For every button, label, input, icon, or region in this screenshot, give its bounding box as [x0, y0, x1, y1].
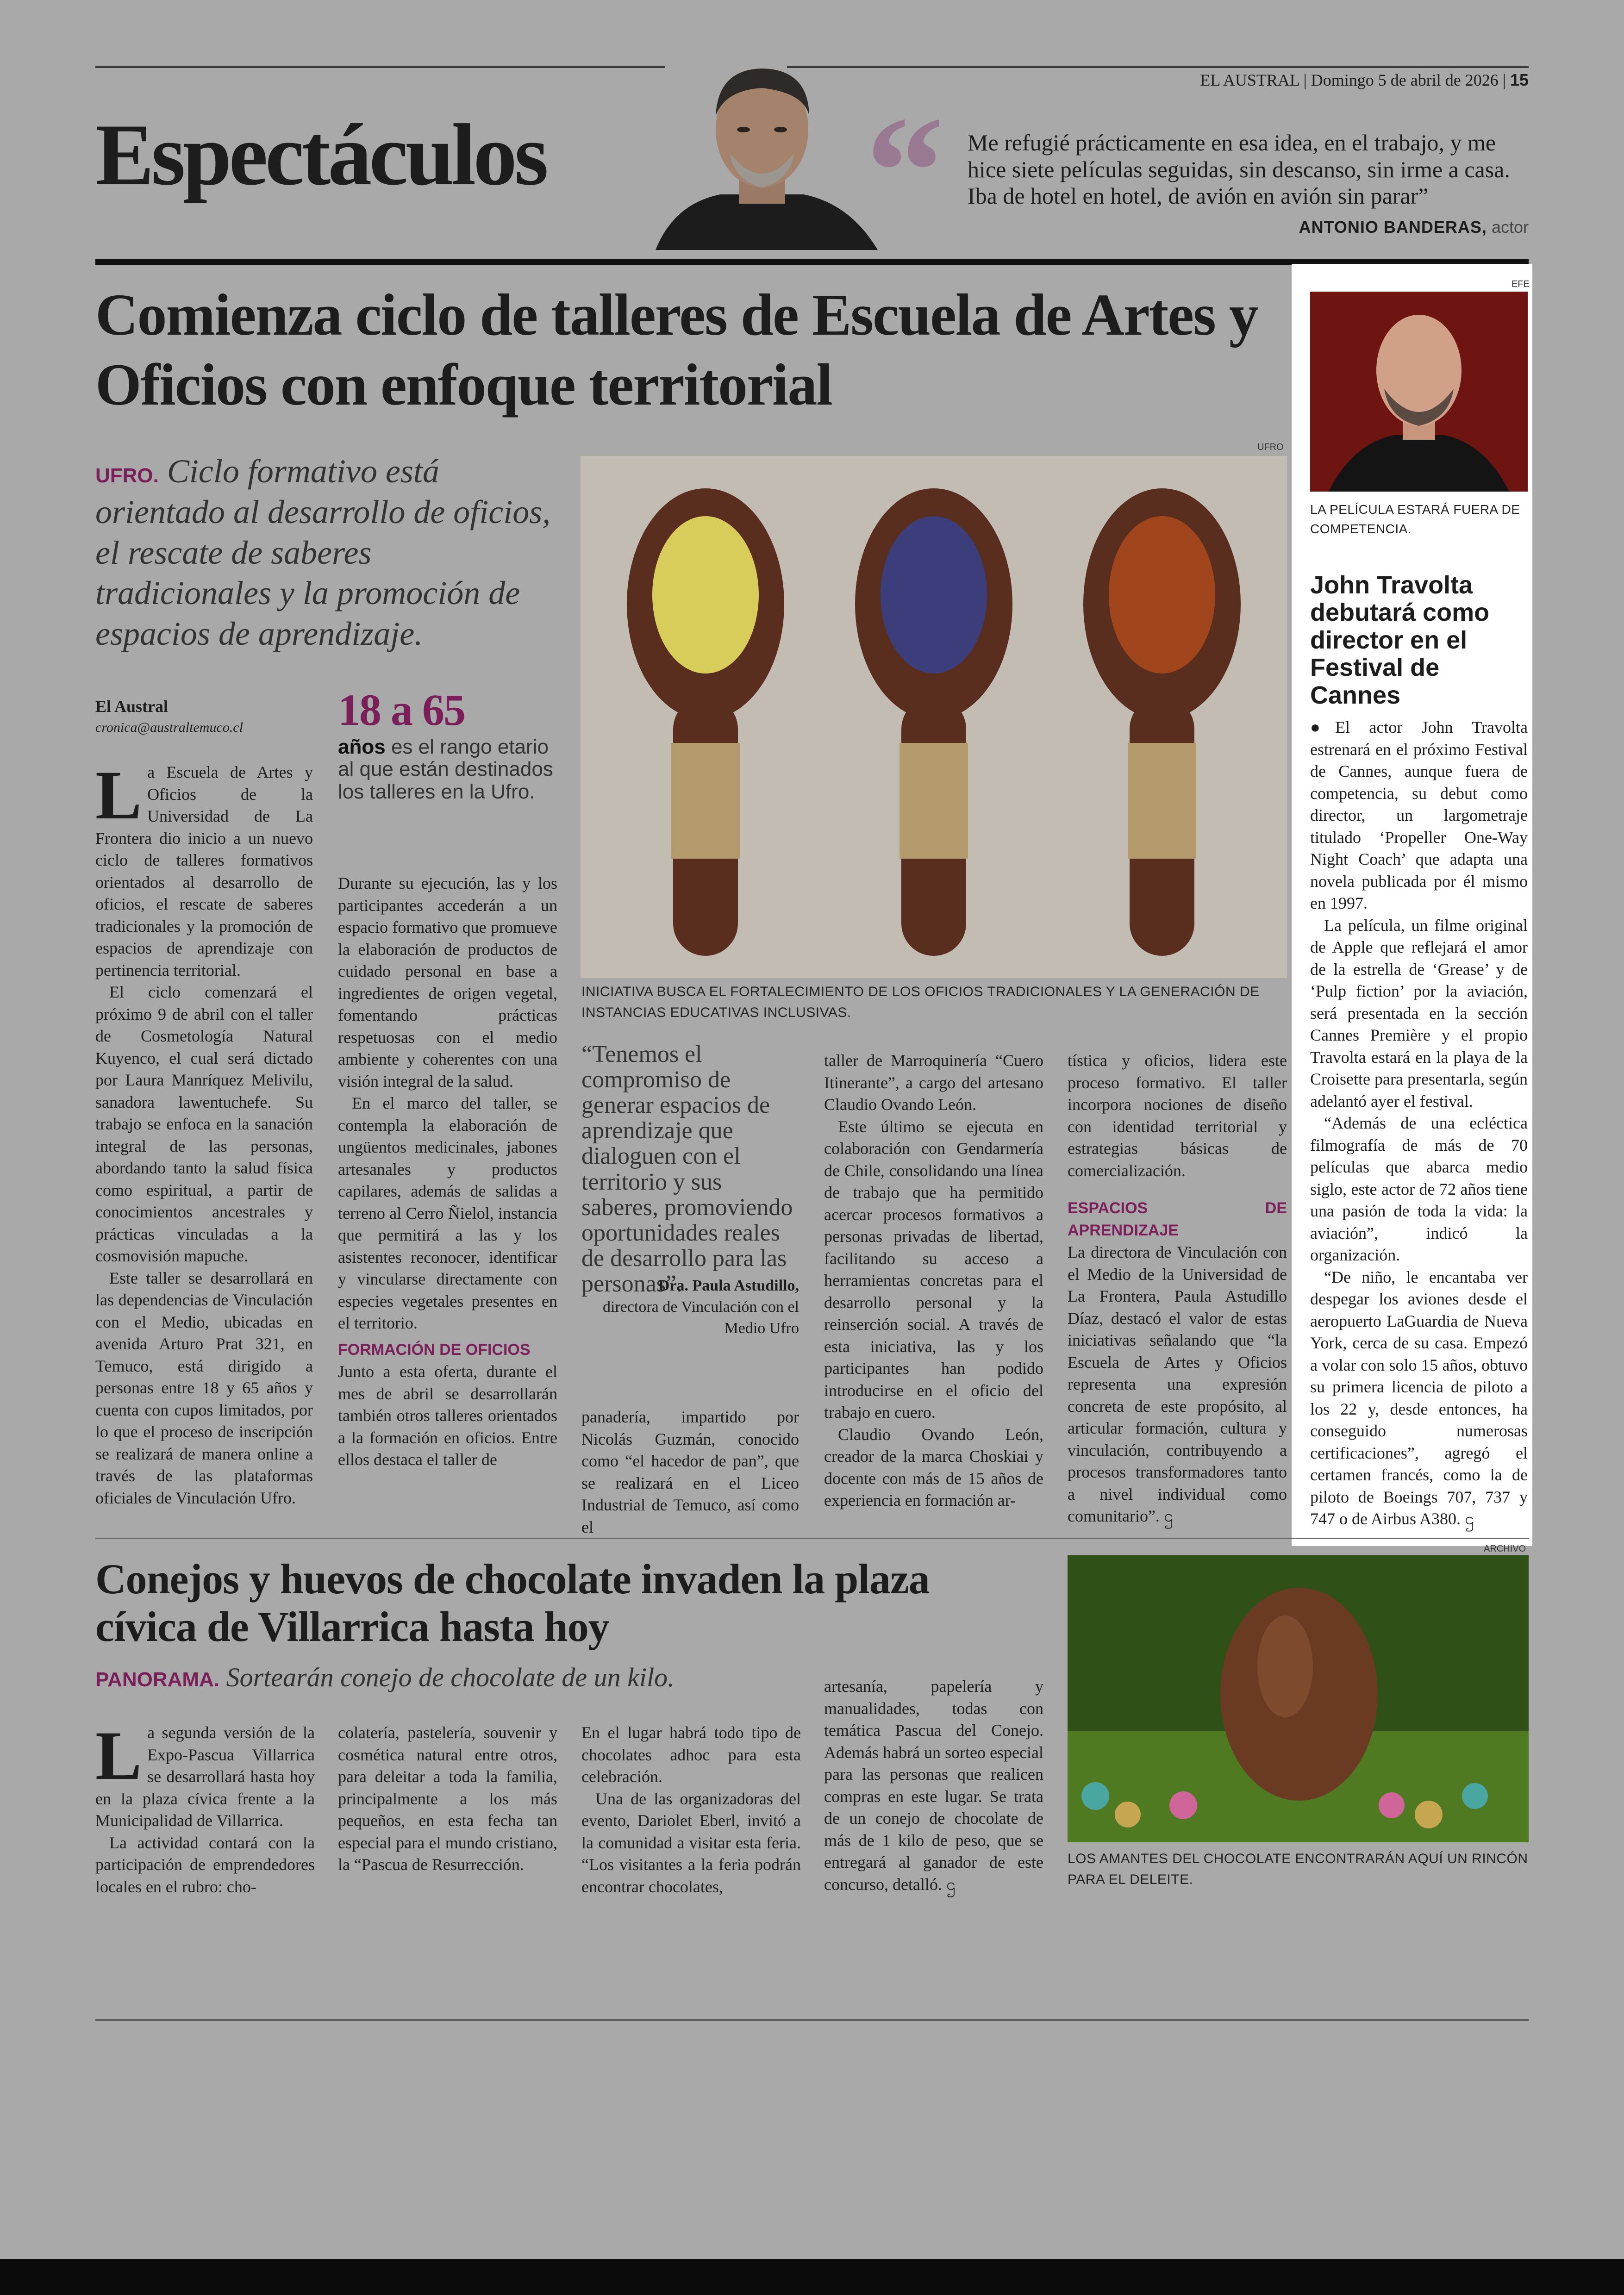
masthead-meta: EL AUSTRAL | Domingo 5 de abril de 2026 | 15: [1200, 70, 1529, 89]
article2-column-3: [581, 1722, 801, 1898]
article2-column-4: [824, 1676, 1043, 1896]
article2-paragraph: En el lugar habrá todo tipo de chocolates adhoc para esta celebración.: [581, 1723, 801, 1786]
article1-column-2: [338, 873, 557, 1471]
article2-column-2: [338, 1722, 557, 1876]
article1-paragraph: Junto a esta oferta, durante el mes de abril se desarrollarán también otros talleres orientados a la formación en oficios. Entre ellos destaca el taller de: [338, 1362, 557, 1469]
pull-quote: “Tenemos el compromiso de generar espacios de aprendizaje que dialoguen con el territorio y sus saberes, promoviendo oportunidades reales de desarrollo para las personas”.: [581, 1041, 793, 1297]
article1-column-1: [95, 757, 313, 1509]
sidebar-paragraph: La película, un filme original de Apple que reflejará el amor de la estrella de ‘Grease’ y de ‘Pulp fiction’ por la aviación, será presentada en la sección Cannes Première y el propio Travolta estará en la playa de la Croisette para presentarla, según adelantó ayer el festival.: [1310, 916, 1528, 1110]
article1-column-3: [581, 1406, 799, 1538]
photo2-caption: LOS AMANTES DEL CHOCOLATE ENCONTRARÁN AQUÍ UN RINCÓN PARA EL DELEITE.: [1068, 1851, 1528, 1887]
issue-date: Domingo 5 de abril de 2026: [1311, 71, 1499, 89]
article1-byline: [95, 697, 243, 736]
dropcap: L: [95, 757, 142, 834]
top-rule-left: [95, 66, 665, 68]
page-number: 15: [1510, 70, 1529, 89]
article1-paragraph: En el marco del taller, se contempla la elaboración de ungüentos medicinales, jabones artesanales y productos capilares, además de salidas a terreno al Cerro Ñielol, instancia que permitirá a las y los asistentes reconocer, identificar y vincularse directamente con especies vegetales presentes en el territorio.: [338, 1094, 557, 1332]
section-title: Espectáculos: [95, 106, 546, 204]
top-rule-right: [787, 66, 1529, 68]
bottom-rule: [95, 2019, 1529, 2021]
article1-paragraph: La directora de Vinculación con el Medio de la Universidad de La Frontera, Paula Astudillo Díaz, destacó el valor de estas iniciativas señalando que “la Escuela de Artes y Oficios representa una expresión concreta de este propósito, al articular formación, cultura y vinculación, contribuyendo a procesos transformadores tanto a nivel individual como comunitario”. ဌ: [1068, 1243, 1287, 1525]
top-quote-author: ANTONIO BANDERAS,: [1299, 218, 1487, 237]
stat-bold: años: [338, 736, 386, 758]
photo1-caption: INICIATIVA BUSCA EL FORTALECIMIENTO DE LOS OFICIOS TRADICIONALES Y LA GENERACIÓN DE INSTANCIAS EDUCATIVAS INCLUSIVAS.: [581, 984, 1260, 1020]
article2-paragraph: artesanía, papelería y manualidades, todas con temática Pascua del Conejo. Además habrá un sorteo especial para las personas que realicen compras en este lugar. Se trata de un conejo de chocolate de más de 1 kilo de peso, que se entregará al ganador de este concurso, detalló. ဌ: [824, 1677, 1043, 1894]
article1-paragraph: Durante su ejecución, las y los participantes accederán a un espacio formativo que promueve la elaboración de productos de cuidado personal en base a ingredientes de origen vegetal, fomentando prácticas respetuosas con el medio ambiente y coherentes con una visión integral de la salud.: [338, 874, 557, 1091]
article2-paragraph: La segunda versión de la Expo-Pascua Villarrica se desarrollará hasta hoy en la plaza cívica frente a la Municipalidad de Villarrica.: [95, 1717, 315, 1830]
spoons-photo: [581, 456, 1287, 978]
sidebar-paragraph: “Además de una ecléctica filmografía de más de 70 películas que abarca medio siglo, este actor de 72 años tiene una pasión de toda la vida: la aviación”, indicó la organización.: [1310, 1114, 1528, 1264]
sidebar-paragraph: ●El actor John Travolta estrenará en el próximo Festival de Cannes, aunque fuera de competencia, su debut como director, un largometraje titulado ‘Propeller One-Way Night Coach’ que adapta una novela publicada por él mismo en 1997.: [1310, 718, 1528, 912]
article1-paragraph: taller de Marroquinería “Cuero Itinerante”, a cargo del artesano Claudio Ovando León.: [824, 1051, 1043, 1114]
article1-paragraph: El ciclo comenzará el próximo 9 de abril con el taller de Cosmetología Natural Kuyenco, el cual será dictado por Laura Manríquez Melivilu, sanadora lawentuchefe. Su trabajo se enfoca en la sanación integral de las personas, abordando tanto la salud física como espiritual, a partir de conocimientos ancestrales y prácticas vinculadas a la cosmovisión mapuche.: [95, 983, 313, 1265]
top-quote-role: actor: [1491, 218, 1529, 237]
stat-number: 18 a 65: [338, 685, 465, 735]
pull-quote-attribution: [581, 1275, 799, 1339]
article2-headline: Conejos y huevos de chocolate invaden la plaza cívica de Villarrica hasta hoy: [95, 1555, 930, 1651]
stat-description: es el rango etario al que están destinados los talleres en la Ufro.: [338, 736, 553, 803]
mid-rule: [95, 1538, 1529, 1539]
chocolate-egg-photo: [1068, 1555, 1529, 1842]
article1-paragraph: tística y oficios, lidera este proceso formativo. El taller incorpora nociones de diseño con identidad territorial y estrategias básicas de comercialización.: [1068, 1051, 1287, 1180]
sidebar-body: [1310, 717, 1528, 1530]
article1-kicker: UFRO.: [95, 464, 159, 487]
banderas-portrait: [637, 56, 887, 250]
top-quote-text: Me refugié prácticamente en esa idea, en el trabajo, y me hice siete películas seguidas, sin descanso, sin irme a casa. Iba de hotel en hotel, de avión en avión sin parar”: [968, 130, 1510, 209]
article1-paragraph: Claudio Ovando León, creador de la marca Choskiai y docente con más de 15 años de experiencia en formación ar-: [824, 1425, 1043, 1509]
sidebar-photo-caption: LA PELÍCULA ESTARÁ FUERA DE COMPETENCIA.: [1310, 502, 1520, 536]
subhead-formacion: FORMACIÓN DE OFICIOS: [338, 1341, 531, 1359]
article1-column-5: [1068, 1050, 1287, 1528]
sidebar-paragraph: “De niño, le encantaba ver despegar los aviones desde el aeropuerto LaGuardia de Nueva York, cerca de su casa. Empezó a volar con solo 15 años, obtuvo su primera licencia de piloto a los 22 y, desde entonces, ha conseguido numerosas certificaciones”, agregó el certamen francés, como la de piloto de Boeings 707, 737 y 747 o de Airbus A380. ဌ: [1310, 1267, 1528, 1528]
sidebar-photo-credit: EFE: [1512, 279, 1530, 289]
article1-headline: Comienza ciclo de talleres de Escuela de Artes y Oficios con enfoque territorial: [95, 282, 1258, 418]
article2-kicker: PANORAMA.: [95, 1668, 220, 1691]
byline-author: El Austral: [95, 697, 169, 716]
top-quote-attribution: [1299, 218, 1529, 237]
article2-deck-text: Sortearán conejo de chocolate de un kilo.: [226, 1662, 675, 1692]
byline-email[interactable]: cronica@australtemuco.cl: [95, 720, 243, 735]
stat-text: [338, 736, 556, 803]
pull-quote-role: directora de Vinculación con el Medio Ufro: [602, 1298, 799, 1337]
article2-deck: [95, 1662, 675, 1693]
article1-paragraph: panadería, impartido por Nicolás Guzmán, conocido como “el hacedor de pan”, que se realizará en el Liceo Industrial de Temuco, así como el: [581, 1408, 799, 1536]
sidebar-headline: John Travolta debutará como director en el Festival de Cannes: [1310, 571, 1490, 709]
end-mark-icon: ဌ: [1163, 1507, 1173, 1525]
article1-column-4: [824, 1050, 1043, 1512]
article2-paragraph: Una de las organizadoras del evento, Dariolet Eberl, invitó a la comunidad a visitar esta feria. “Los visitantes a la feria podrán encontrar chocolates,: [581, 1789, 801, 1896]
end-mark-icon: ဌ: [946, 1875, 956, 1894]
article1-deck: [95, 451, 554, 655]
article1-paragraph: La Escuela de Artes y Oficios de la Universidad de La Frontera dio inicio a un nuevo ciclo de talleres formativos orientados al desarrollo de oficios, el rescate de saberes tradicionales y la promoción de espacios de aprendizaje con pertinencia territorial.: [95, 757, 313, 979]
quote-mark-icon: “: [866, 84, 944, 258]
article2-column-1: [95, 1717, 315, 1898]
photo2-credit: ARCHIVO: [1484, 1544, 1526, 1554]
travolta-photo: [1310, 292, 1528, 492]
photo1-credit: UFRO: [1257, 442, 1284, 452]
article1-paragraph: Este taller se desarrollará en las dependencias de Vinculación con el Medio, ubicadas en avenida Arturo Prat 321, en Temuco, está dirigido a personas entre 18 y 65 años y cuenta con cupos limitados, por lo que el proceso de inscripción se realizará de manera online a través de las plataformas oficiales de Vinculación Ufro.: [95, 1268, 313, 1507]
dropcap: L: [95, 1717, 142, 1794]
article2-paragraph: La actividad contará con la participación de emprendedores locales en el rubro: cho-: [95, 1833, 315, 1896]
subhead-espacios: ESPACIOS DE APRENDIZAJE: [1068, 1199, 1287, 1239]
bottom-black-bar: [0, 2259, 1624, 2295]
newspaper-name: EL AUSTRAL: [1200, 71, 1299, 89]
article1-deck-text: Ciclo formativo está orientado al desarrollo de oficios, el rescate de saberes tradicionales y la promoción de espacios de aprendizaje.: [95, 453, 551, 653]
article2-paragraph: colatería, pastelería, souvenir y cosmética natural entre otros, para deleitar a toda la familia, principalmente a los más pequeños, en esta fecha tan especial para el mundo cristiano, la “Pascua de Resurrección.: [338, 1723, 557, 1874]
article1-paragraph: Este último se ejecuta en colaboración con Gendarmería de Chile, consolidando una línea de trabajo que ha permitido acercar procesos formativos a personas privadas de libertad, facilitando su acceso a herramientas concretas para el desarrollo personal y la reinserción social. A través de esta iniciativa, las y los participantes han podido introducirse en el oficio del trabajo en cuero.: [824, 1117, 1043, 1422]
end-mark-icon: ဌ: [1465, 1509, 1474, 1528]
pull-quote-author: Dra. Paula Astudillo,: [658, 1277, 799, 1294]
